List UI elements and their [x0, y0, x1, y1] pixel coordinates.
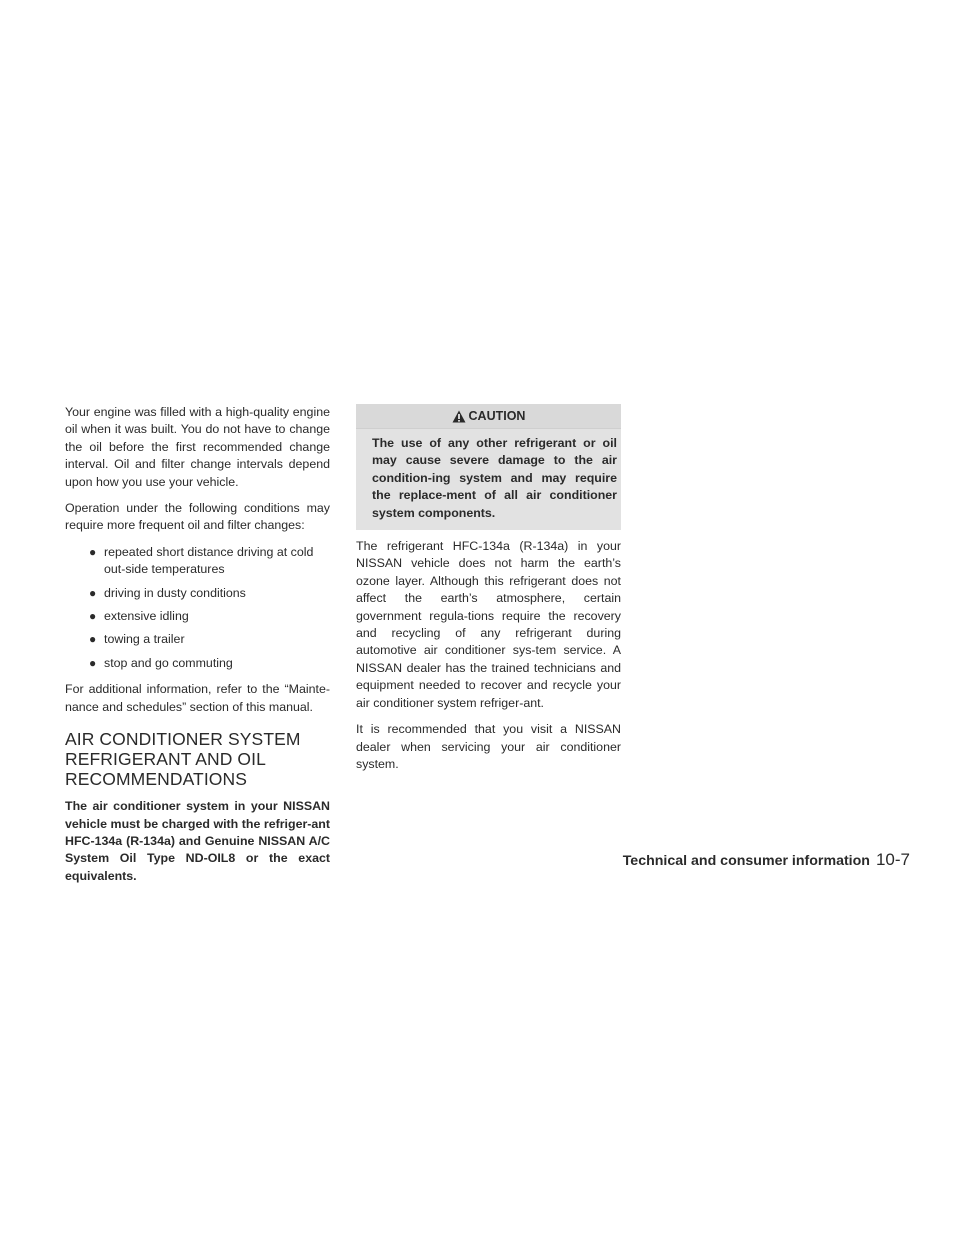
list-item: ● extensive idling: [65, 608, 330, 625]
list-item: ● stop and go commuting: [65, 655, 330, 672]
right-column: [356, 404, 621, 782]
conditions-list: [65, 544, 330, 672]
dealer-recommendation-paragraph: It is recommended that you visit a NISSAN dealer when servicing your air conditioner system.: [356, 722, 621, 771]
refrigerant-ozone-paragraph: The refrigerant HFC-134a (R-134a) in your NISSAN vehicle does not harm the earth’s ozone layer. Although this refrigerant does not affect the earth’s atmosphere, certain government regula-tions require the recovery and recycling of any refrigerant during automotive air conditioner sys-tem service. A NISSAN dealer has the trained technicians and equipment needed to recover and recycle your air conditioner system refriger-ant.: [356, 539, 621, 710]
page-footer: [620, 850, 910, 874]
oil-intro-paragraph: Your engine was filled with a high-quality engine oil when it was built. You do not have to change the oil before the first recommended change interval. Oil and filter change intervals depend upon how you use your vehicle.: [65, 405, 330, 489]
footer-section-title: Technical and consumer information: [622, 853, 870, 869]
left-column: [65, 404, 330, 885]
bullet-icon: ●: [89, 585, 97, 600]
caution-text: The use of any other refrigerant or oil may cause severe damage to the air condition-ing system and may require the replace-ment of all air conditioner system components.: [356, 428, 621, 530]
bullet-icon: ●: [89, 655, 97, 670]
additional-info-paragraph: For additional information, refer to the “Mainte-nance and schedules” section of this manual.: [65, 682, 330, 714]
bullet-icon: ●: [89, 544, 97, 559]
bullet-icon: ●: [89, 632, 97, 647]
refrigerant-requirement-paragraph: The air conditioner system in your NISSAN vehicle must be charged with the refriger-ant HFC-134a (R-134a) and Genuine NISSAN A/C System Oil Type ND-OIL8 or the exact equivalents.: [65, 799, 330, 883]
bullet-icon: ●: [89, 609, 97, 624]
conditions-intro-paragraph: Operation under the following conditions may require more frequent oil and filter changes:: [65, 501, 330, 533]
caution-header: [356, 404, 621, 428]
list-item: ● repeated short distance driving at cold out-side temperatures: [89, 544, 314, 577]
list-item: ● driving in dusty conditions: [65, 585, 330, 602]
list-item: ● towing a trailer: [65, 631, 330, 648]
section-heading: AIR CONDITIONER SYSTEM REFRIGERANT AND OIL RECOMMENDATIONS: [65, 729, 301, 790]
caution-box: [356, 404, 621, 530]
page-number: 10-7: [875, 850, 910, 869]
warning-triangle-icon: [452, 410, 466, 423]
caution-title: CAUTION: [468, 409, 526, 423]
